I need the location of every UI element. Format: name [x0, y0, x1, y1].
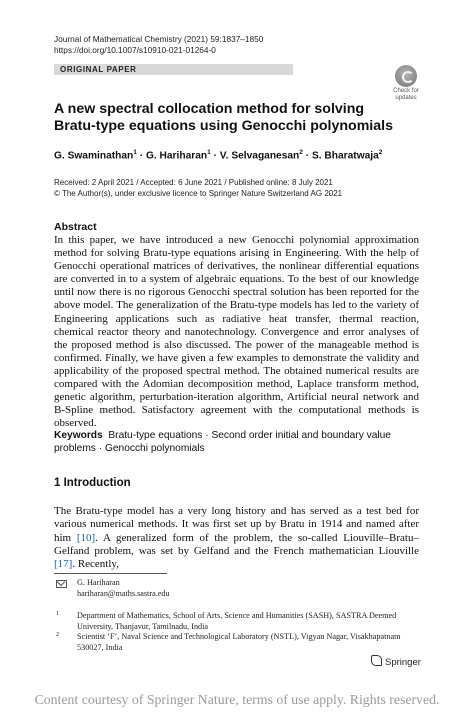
publisher-logo [371, 655, 421, 668]
publisher-name: Springer [385, 657, 421, 668]
citation-link[interactable]: [10] [76, 531, 96, 544]
abstract-heading: Abstract [54, 221, 97, 233]
citation-link[interactable]: [17] [54, 558, 73, 571]
envelope-icon [56, 580, 67, 588]
correspondence [77, 578, 170, 599]
section-heading: 1 Introduction [54, 477, 131, 489]
footnote-divider [54, 573, 167, 574]
publication-dates: Received: 2 April 2021 / Accepted: 6 June 2021 / Published online: 8 July 2021 [54, 178, 333, 187]
author-name[interactable]: S. Bharatwaja [311, 150, 379, 162]
introduction-body [54, 505, 419, 571]
journal-citation [54, 34, 263, 56]
author-separator: · [302, 150, 312, 162]
author-name[interactable]: V. Selvaganesan [219, 150, 300, 162]
author-affiliation-mark: 2 [378, 149, 383, 156]
author-name[interactable]: G. Swaminathan [54, 150, 134, 162]
author-affiliation-mark: 1 [207, 149, 211, 156]
affiliation-text: Scientist ‘F’, Naval Science and Technological Laboratory (NSTL), Vigyan Nagar, Visakhapatnam 530027, India [77, 632, 401, 652]
author-separator: · [210, 150, 220, 162]
journal-name-line: Journal of Mathematical Chemistry (2021) 59:1837–1850 [54, 34, 264, 44]
springer-horse-icon [371, 655, 382, 666]
copyright-line: © The Author(s), under exclusive licence to Springer Nature Switzerland AG 2021 [54, 189, 343, 198]
affiliation-text: Department of Mathematics, School of Arts, Science and Humanities (SASH), SASTRA Deemed University, Thanjavur, Tamilnadu, India [77, 611, 397, 631]
article-type-label: ORIGINAL PAPER [60, 64, 137, 74]
correspondent-name: G. Hariharan [77, 578, 120, 587]
introduction-text: . A generalized form of the problem, the so-called Liouville–Bratu–Gelfand problem, was set by Gelfand and the French mathematician Liouville [54, 531, 419, 557]
doi-link[interactable]: https://doi.org/10.1007/s10910-021-01264-0 [54, 45, 216, 55]
watermark-text: Content courtesy of Springer Nature, terms of use apply. Rights reserved. [34, 692, 440, 707]
article-title: A new spectral collocation method for solving Bratu-type equations using Genocchi polynomials [54, 101, 393, 134]
keywords-label: Keywords [54, 430, 103, 441]
introduction-text: . Recently, [72, 558, 119, 571]
author-separator: · [136, 150, 146, 162]
author-affiliation-mark: 2 [299, 149, 303, 156]
affiliation-number: 2 [56, 632, 59, 638]
correspondent-email[interactable]: hariharan@maths.sastra.edu [77, 588, 170, 598]
author-affiliation-mark: 1 [133, 149, 137, 156]
author-name[interactable]: G. Hariharan [145, 150, 208, 162]
check-for-updates-badge[interactable] [386, 64, 426, 102]
author-list [54, 149, 382, 161]
publication-history [54, 177, 342, 199]
updates-icon [395, 65, 417, 87]
keywords-block [54, 429, 419, 455]
updates-badge-label: Check for updates [393, 88, 419, 101]
affiliation-number: 1 [56, 611, 59, 617]
introduction-text: The Bratu-type model has a very long history and has served as a test bed for various numerical methods. It was first set up by Bratu in 1914 and named after him [54, 505, 419, 544]
abstract-body: In this paper, we have introduced a new Genocchi polynomial approximation method for solving Bratu-type equations arising in Engineering. With the help of Genocchi operational matrices of derivatives, the nonlinear differential equations are converted in to a system of algebraic equations. To the best of our knowledge until now there is no rigorous Genocchi spectral solution has been reported for the above model. The generalization of the Bratu-type models has led to the variety of Engineering applications such as radiative heat transfer, thermal reaction, chemical reactor theory and nanotechnology. Convergence and error analyses of the proposed method is also discussed. The power of the manageable method is confirmed. Finally, we have given a few examples to demonstrate the validity and applicability of the proposed spectral method. The obtained numerical results are compared with the Adomian decomposition method, Laplace transform method, genetic algorithm, perturbation-iteration algorithm, Artificial neural network and B-Spline method. Satisfactory agreement with the computational methods is observed. [54, 234, 419, 430]
keywords-text: Bratu-type equations · Second order initial and boundary value problems · Genocchi polynomials [54, 430, 391, 454]
